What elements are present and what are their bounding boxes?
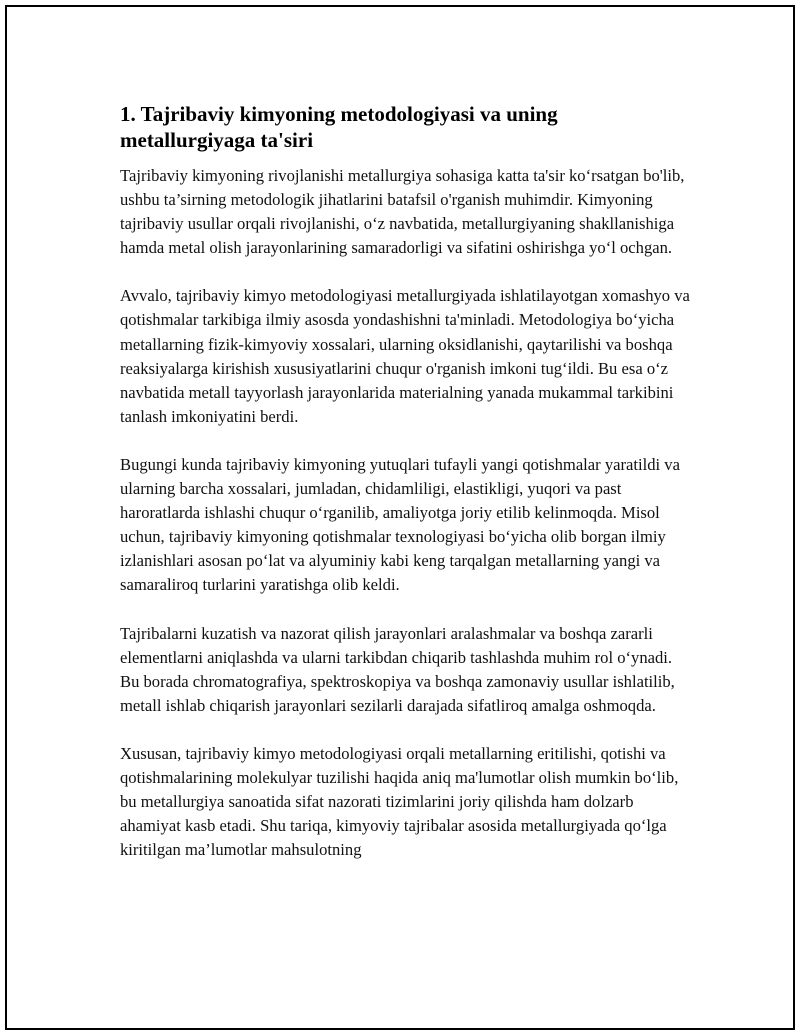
document-page — [5, 5, 795, 1030]
paragraph-2: Avvalo, tajribaviy kimyo metodologiyasi metallurgiyada ishlatilayotgan xomashyo va qotishmalar tarkibiga ilmiy asosda yondashishni ta'minladi. Metodologiya bo‘yicha metallarning fizik-kimyoviy xossalari, ularning oksidlanishi, qaytarilishi va boshqa reaksiyalarga kirishish xususiyatlarini chuqur o'rganish imkoni tug‘ildi. Bu esa o‘z navbatida metall tayyorlash jarayonlarida materialning yanada mukammal tarkibini tanlash imkoniyatini berdi. — [120, 286, 690, 426]
paragraph-3: Bugungi kunda tajribaviy kimyoning yutuqlari tufayli yangi qotishmalar yaratildi va ularning barcha xossalari, jumladan, chidamliligi, elastikligi, yuqori va past haroratlarda ishlashi chuqur o‘rganilib, amaliyotga joriy etilib kelinmoqda. Misol uchun, tajribaviy kimyoning qotishmalar texnologiyasi bo‘yicha olib borgan ilmiy izlanishlari asosan po‘lat va alyuminiy kabi keng tarqalgan metallarning yangi va samaraliroq turlarini yaratishga olib keldi. — [120, 454, 680, 595]
paragraph-5: Xususan, tajribaviy kimyo metodologiyasi orqali metallarning eritilishi, qotishi va qotishmalarining molekulyar tuzilishi haqida aniq ma'lumotlar olish mumkin bo‘lib, bu metallurgiya sanoatida sifat nazorati tizimlarini joriy qilishda ham dolzarb ahamiyat kasb etadi. Shu tariqa, kimyoviy tajribalar asosida metallurgiyada qo‘lga kiritilgan ma’lumotlar mahsulotning — [120, 743, 679, 860]
paragraph-4: Tajribalarni kuzatish va nazorat qilish jarayonlari aralashmalar va boshqa zararli elementlarni aniqlashda va ularni tarkibdan chiqarib tashlashda muhim rol o‘ynadi. Bu borada chromatografiya, spektroskopiya va boshqa zamonaviy usullar ishlatilib, metall ishlab chiqarish jarayonlari sezilarli darajada sifatliroq amalga oshmoqda. — [120, 623, 675, 715]
section-heading: 1. Tajribaviy kimyoning metodologiyasi va uning metallurgiyaga ta'siri — [120, 102, 558, 152]
paragraph-1: Tajribaviy kimyoning rivojlanishi metallurgiya sohasiga katta ta'sir ko‘rsatgan bo'lib, ushbu ta’sirning metodologik jihatlarini batafsil o'rganish muhimdir. Kimyoning tajribaviy usullar orqali rivojlanishi, o‘z navbatida, metallurgiyaning shakllanishiga hamda metal olish jarayonlarining samaradorligi va sifatini oshirishga yo‘l ochgan. — [120, 166, 685, 258]
document-body — [120, 101, 695, 886]
